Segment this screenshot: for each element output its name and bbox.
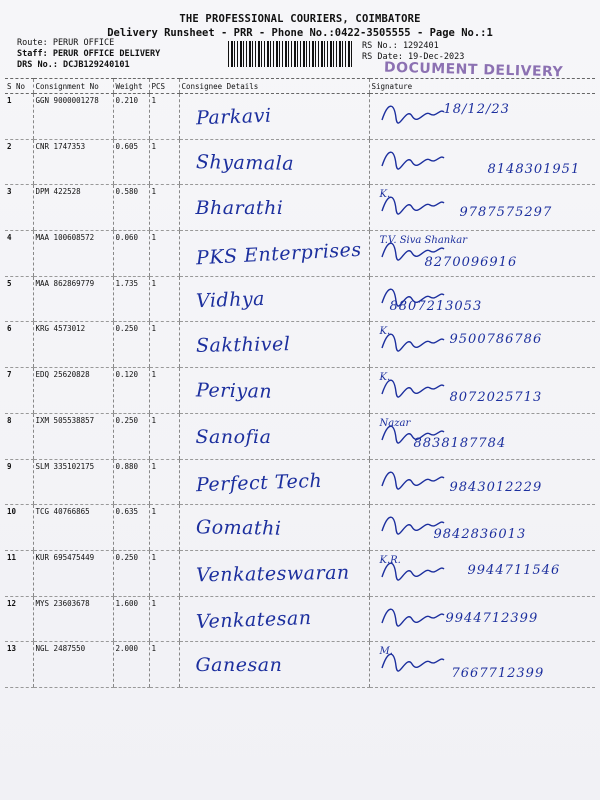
row-signature-cell	[369, 185, 595, 231]
row-signature-cell	[369, 459, 595, 505]
row-consignee-cell	[179, 139, 369, 185]
row-weight: 0.250	[113, 550, 149, 596]
consignee-handwritten-name: Sanofia	[195, 425, 272, 448]
row-consignment-no: NGL 2487550	[33, 642, 113, 688]
row-sno: 5	[5, 276, 33, 322]
row-consignee-cell	[179, 185, 369, 231]
row-consignment-no: IXM 505538857	[33, 413, 113, 459]
row-weight: 0.250	[113, 413, 149, 459]
row-consignee-cell	[179, 276, 369, 322]
row-sno: 13	[5, 642, 33, 688]
row-sno: 7	[5, 368, 33, 414]
row-consignment-no: TCG 40766865	[33, 505, 113, 551]
row-sno: 11	[5, 550, 33, 596]
rs-date: RS Date: 19-Dec-2023	[362, 52, 465, 62]
consignee-phone: 8072025713	[449, 390, 543, 406]
row-weight: 0.580	[113, 185, 149, 231]
row-pcs: 1	[149, 505, 179, 551]
col-header-pcs: PCS	[149, 79, 179, 94]
row-pcs: 1	[149, 368, 179, 414]
row-weight: 0.120	[113, 368, 149, 414]
row-consignee-cell	[179, 413, 369, 459]
consignee-phone: 8270096916	[424, 255, 518, 271]
table-row	[5, 596, 595, 642]
row-signature-cell	[369, 505, 595, 551]
row-weight: 0.635	[113, 505, 149, 551]
signature-scribble	[378, 466, 448, 492]
consignee-handwritten-name: Venkatesan	[195, 606, 312, 633]
row-consignment-no: KUR 695475449	[33, 550, 113, 596]
row-sno: 4	[5, 231, 33, 277]
table-row	[5, 231, 595, 277]
row-consignee-cell	[179, 459, 369, 505]
table-row	[5, 139, 595, 185]
row-consignment-no: MAA 862869779	[33, 276, 113, 322]
row-signature-cell	[369, 94, 595, 140]
row-signature-cell	[369, 642, 595, 688]
consignee-handwritten-name: Venkateswaran	[195, 561, 350, 587]
consignee-handwritten-name: Shyamala	[195, 150, 294, 175]
table-row	[5, 276, 595, 322]
row-sno: 10	[5, 505, 33, 551]
table-row	[5, 322, 595, 368]
row-sno: 6	[5, 322, 33, 368]
row-consignment-no: EDQ 25620828	[33, 368, 113, 414]
consignee-phone: 9843012229	[449, 479, 543, 495]
table-header-row	[5, 79, 595, 94]
consignee-handwritten-name: PKS Enterprises	[195, 238, 362, 270]
consignee-phone: 8807213053	[389, 298, 483, 314]
row-consignee-cell	[179, 322, 369, 368]
row-pcs: 1	[149, 322, 179, 368]
row-pcs: 1	[149, 550, 179, 596]
signature-date: 18/12/23	[443, 102, 510, 117]
runsheet-meta-left	[17, 38, 160, 71]
col-header-consignee: Consignee Details	[179, 79, 369, 94]
table-row	[5, 413, 595, 459]
consignee-phone: 9500786786	[449, 332, 543, 348]
row-consignee-cell	[179, 231, 369, 277]
row-consignment-no: MYS 23603678	[33, 596, 113, 642]
consignee-phone: 8838187784	[413, 435, 507, 451]
route-label: Route: PERUR OFFICE	[17, 38, 115, 48]
table-row	[5, 185, 595, 231]
row-pcs: 1	[149, 276, 179, 322]
signature-scribble	[378, 603, 448, 629]
row-pcs: 1	[149, 596, 179, 642]
row-weight: 0.060	[113, 231, 149, 277]
row-weight: 0.250	[113, 322, 149, 368]
barcode	[228, 41, 353, 67]
signature-text: T.V. Siva Shankar	[379, 235, 468, 247]
row-signature-cell	[369, 322, 595, 368]
col-header-consignment: Consignment No	[33, 79, 113, 94]
row-signature-cell	[369, 231, 595, 277]
row-sno: 8	[5, 413, 33, 459]
table-row	[5, 642, 595, 688]
consignee-phone: 7667712399	[451, 666, 545, 682]
row-consignee-cell	[179, 596, 369, 642]
row-pcs: 1	[149, 413, 179, 459]
row-sno: 1	[5, 94, 33, 140]
col-header-signature: Signature	[369, 79, 595, 94]
signature-text: K.	[379, 372, 391, 384]
consignee-handwritten-name: Vidhya	[195, 287, 265, 312]
signature-text: M.	[379, 646, 393, 658]
row-sno: 9	[5, 459, 33, 505]
row-weight: 2.000	[113, 642, 149, 688]
consignee-handwritten-name: Perfect Tech	[195, 469, 323, 496]
drs-number: DRS No.: DCJB129240101	[17, 60, 130, 70]
row-pcs: 1	[149, 459, 179, 505]
signature-scribble	[378, 146, 448, 172]
staff-label: Staff: PERUR OFFICE DELIVERY	[17, 49, 161, 59]
row-consignment-no: MAA 100608572	[33, 231, 113, 277]
rs-number: RS No.: 1292401	[362, 41, 439, 51]
table-row	[5, 368, 595, 414]
row-pcs: 1	[149, 231, 179, 277]
row-consignee-cell	[179, 368, 369, 414]
signature-text: K.	[379, 326, 391, 338]
table-body	[5, 94, 595, 688]
row-signature-cell	[369, 276, 595, 322]
row-pcs: 1	[149, 94, 179, 140]
table-row	[5, 94, 595, 140]
row-consignee-cell	[179, 642, 369, 688]
row-pcs: 1	[149, 642, 179, 688]
consignee-handwritten-name: Ganesan	[195, 654, 283, 677]
row-signature-cell	[369, 139, 595, 185]
row-pcs: 1	[149, 139, 179, 185]
signature-text: Nazar	[379, 417, 411, 429]
row-weight: 0.210	[113, 94, 149, 140]
consignee-phone: 9787575297	[459, 205, 553, 221]
consignee-handwritten-name: Periyan	[195, 379, 272, 403]
consignee-handwritten-name: Bharathi	[195, 197, 284, 220]
row-weight: 1.735	[113, 276, 149, 322]
row-pcs: 1	[149, 185, 179, 231]
signature-text: K.R.	[379, 554, 401, 566]
delivery-table	[5, 78, 595, 688]
consignee-handwritten-name: Sakthivel	[195, 333, 291, 358]
row-weight: 0.880	[113, 459, 149, 505]
row-signature-cell	[369, 368, 595, 414]
company-title: THE PROFESSIONAL COURIERS, COIMBATORE	[179, 13, 421, 25]
row-weight: 0.605	[113, 139, 149, 185]
row-consignee-cell	[179, 505, 369, 551]
consignee-phone: 9944711546	[467, 562, 561, 578]
signature-scribble	[378, 100, 448, 126]
consignee-phone: 8148301951	[487, 161, 581, 177]
row-signature-cell	[369, 550, 595, 596]
consignee-handwritten-name: Gomathi	[195, 516, 282, 540]
row-sno: 2	[5, 139, 33, 185]
table-row	[5, 459, 595, 505]
row-consignment-no: SLM 335102175	[33, 459, 113, 505]
col-header-weight: Weight	[113, 79, 149, 94]
table-row	[5, 550, 595, 596]
document-delivery-stamp: DOCUMENT DELIVERY	[383, 59, 564, 81]
row-consignment-no: DPM 422528	[33, 185, 113, 231]
col-header-sno: S No	[5, 79, 33, 94]
signature-text: K.	[379, 189, 391, 201]
row-consignment-no: CNR 1747353	[33, 139, 113, 185]
row-consignment-no: KRG 4573012	[33, 322, 113, 368]
row-sno: 12	[5, 596, 33, 642]
consignee-phone: 9842836013	[433, 527, 527, 543]
row-signature-cell	[369, 413, 595, 459]
consignee-handwritten-name: Parkavi	[195, 104, 272, 130]
row-weight: 1.600	[113, 596, 149, 642]
row-consignment-no: GGN 9000001278	[33, 94, 113, 140]
consignee-phone: 9944712399	[445, 610, 539, 626]
row-consignee-cell	[179, 94, 369, 140]
row-consignee-cell	[179, 550, 369, 596]
table-row	[5, 505, 595, 551]
row-signature-cell	[369, 596, 595, 642]
runsheet-subtitle: Delivery Runsheet - PRR - Phone No.:0422-3505555 - Page No.:1	[107, 27, 493, 39]
row-sno: 3	[5, 185, 33, 231]
